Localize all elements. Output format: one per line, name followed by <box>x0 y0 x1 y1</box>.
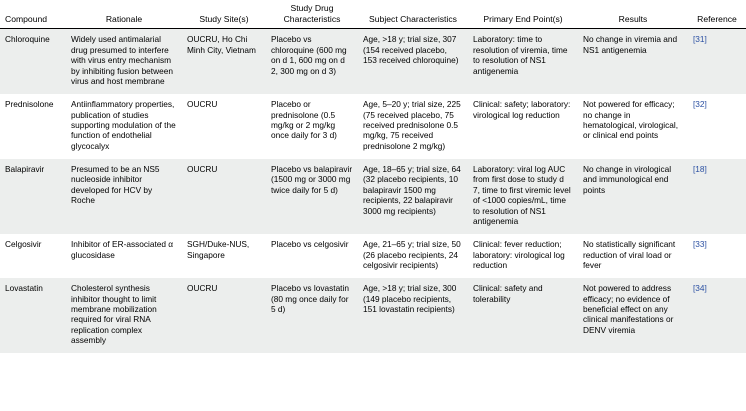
reference-link[interactable]: [33] <box>693 239 707 250</box>
table-row <box>0 234 746 278</box>
cell-drug: Placebo vs celgosivir <box>266 234 358 278</box>
reference-link[interactable]: [34] <box>693 283 707 294</box>
cell-endpoint: Clinical: safety and tolerability <box>468 278 578 353</box>
cell-endpoint: Clinical: safety; laboratory: virological log reduction <box>468 94 578 159</box>
cell-results: No change in virological and immunological end points <box>578 159 688 234</box>
cell-drug: Placebo vs lovastatin (80 mg once daily for 5 d) <box>266 278 358 353</box>
table-row <box>0 159 746 234</box>
column-header-rationale: Rationale <box>66 0 182 29</box>
cell-endpoint: Clinical: fever reduction; laboratory: virological log reduction <box>468 234 578 278</box>
cell-subject: Age, 21–65 y; trial size, 50 (26 placebo recipients, 24 celgosivir recipients) <box>358 234 468 278</box>
cell-endpoint: Laboratory: time to resolution of viremia, time to resolution of NS1 antigenemia <box>468 29 578 94</box>
reference-link[interactable]: [31] <box>693 34 707 45</box>
column-header-endpoint: Primary End Point(s) <box>468 0 578 29</box>
cell-subject: Age, >18 y; trial size, 307 (154 received placebo, 153 received chloroquine) <box>358 29 468 94</box>
cell-drug: Placebo vs chloroquine (600 mg on d 1, 600 mg on d 2, 300 mg on d 3) <box>266 29 358 94</box>
cell-rationale: Cholesterol synthesis inhibitor thought to limit membrane mobilization required for viral RNA replication complex assembly <box>66 278 182 353</box>
cell-reference <box>688 29 746 94</box>
table-row <box>0 29 746 94</box>
cell-compound: Prednisolone <box>0 94 66 159</box>
column-header-drug: Study Drug Characteristics <box>266 0 358 29</box>
table-header-row <box>0 0 746 29</box>
cell-drug: Placebo or prednisolone (0.5 mg/kg or 2 mg/kg once daily for 3 d) <box>266 94 358 159</box>
cell-site: OUCRU <box>182 94 266 159</box>
column-header-subject: Subject Characteristics <box>358 0 468 29</box>
cell-results: Not powered for efficacy; no change in hematological, virological, or clinical end points <box>578 94 688 159</box>
cell-subject: Age, 5–20 y; trial size, 225 (75 received placebo, 75 received prednisolone 0.5 mg/kg, 75 received prednisolone 2 mg/kg) <box>358 94 468 159</box>
cell-site: OUCRU, Ho Chi Minh City, Vietnam <box>182 29 266 94</box>
cell-reference <box>688 234 746 278</box>
column-header-reference: Reference <box>688 0 746 29</box>
cell-subject: Age, >18 y; trial size, 300 (149 placebo recipients, 151 lovastatin recipients) <box>358 278 468 353</box>
cell-rationale: Antiinflammatory properties, publication of studies supporting modulation of the function of endothelial glycocalyx <box>66 94 182 159</box>
cell-endpoint: Laboratory: viral log AUC from first dose to study d 7, time to first viremic level of <1000 copies/mL, time to resolution of NS1 antigenemia <box>468 159 578 234</box>
column-header-results: Results <box>578 0 688 29</box>
cell-site: SGH/Duke-NUS, Singapore <box>182 234 266 278</box>
cell-rationale: Inhibitor of ER-associated α glucosidase <box>66 234 182 278</box>
cell-compound: Balapiravir <box>0 159 66 234</box>
cell-drug: Placebo vs balapiravir (1500 mg or 3000 mg twice daily for 5 d) <box>266 159 358 234</box>
cell-compound: Celgosivir <box>0 234 66 278</box>
table-body <box>0 29 746 353</box>
column-header-compound: Compound <box>0 0 66 29</box>
reference-link[interactable]: [32] <box>693 99 707 110</box>
cell-reference <box>688 159 746 234</box>
cell-results: No statistically significant reduction of viral load or fever <box>578 234 688 278</box>
table-row <box>0 278 746 353</box>
column-header-site: Study Site(s) <box>182 0 266 29</box>
cell-subject: Age, 18–65 y; trial size, 64 (32 placebo recipients, 10 balapiravir 1500 mg recipients, 22 balapiravir 3000 mg recipients) <box>358 159 468 234</box>
cell-compound: Chloroquine <box>0 29 66 94</box>
cell-results: Not powered to address efficacy; no evidence of beneficial effect on any clinical manifestations or DENV viremia <box>578 278 688 353</box>
table-row <box>0 94 746 159</box>
cell-reference <box>688 94 746 159</box>
table-header <box>0 0 746 29</box>
cell-results: No change in viremia and NS1 antigenemia <box>578 29 688 94</box>
cell-rationale: Widely used antimalarial drug presumed to interfere with virus entry mechanism by inhibiting fusion between virus and host membrane <box>66 29 182 94</box>
cell-site: OUCRU <box>182 278 266 353</box>
cell-site: OUCRU <box>182 159 266 234</box>
cell-rationale: Presumed to be an NS5 nucleoside inhibitor developed for HCV by Roche <box>66 159 182 234</box>
cell-compound: Lovastatin <box>0 278 66 353</box>
reference-link[interactable]: [18] <box>693 164 707 175</box>
cell-reference <box>688 278 746 353</box>
